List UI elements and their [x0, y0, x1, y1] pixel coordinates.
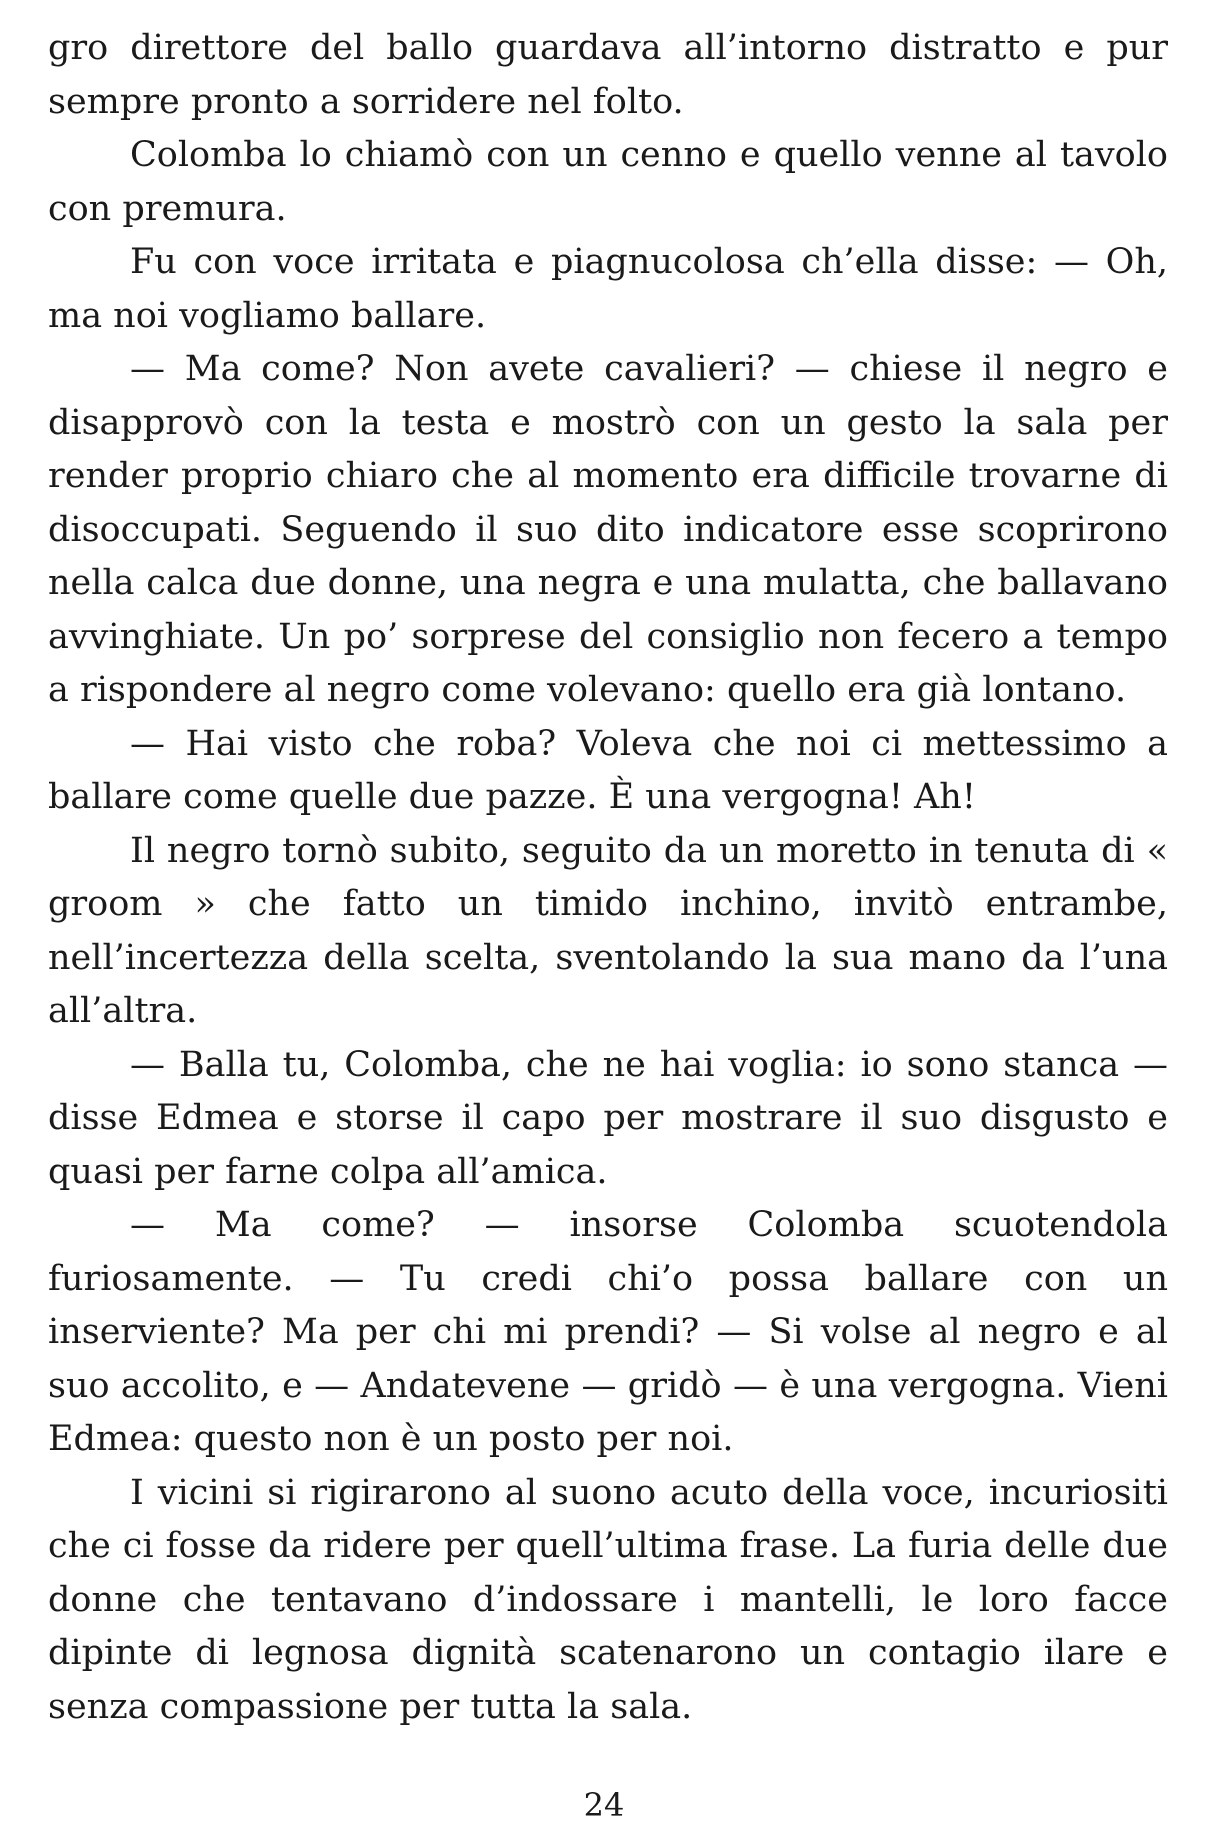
paragraph: — Ma come? Non avete cavalieri? — chiese il negro e disapprovò con la testa e mostrò con un gesto la sala per render proprio chiaro che al momento era difficile trovarne di disoccupati. Seguendo il suo dito indicatore esse scoprirono nella calca due donne, una negra e una mulatta, che ballavano avvinghiate. Un po’ sorprese del consiglio non fecero a tempo a rispondere al negro come volevano: quello era già lontano.	[48, 349, 1168, 710]
paragraph: Colomba lo chiamò con un cenno e quello venne al tavolo con premura.	[48, 135, 1168, 229]
paragraph-continuation: gro direttore del ballo guardava all’intorno distratto e pur sempre pronto a sorridere nel folto.	[48, 28, 1168, 122]
page-number: 24	[583, 1786, 625, 1824]
paragraph: Il negro tornò subito, seguito da un moretto in tenuta di « groom » che fatto un timido inchino, invitò entrambe, nell’incertezza della scelta, sventolando la sua mano da l’una all’altra.	[48, 830, 1168, 1031]
paragraph: — Ma come? — insorse Colomba scuotendola furiosamente. — Tu credi chi’o possa ballare con un inserviente? Ma per chi mi prendi? — Si volse al negro e al suo accolito, e — Andatevene — gridò — è una vergogna. Vieni Edmea: questo non è un posto per noi.	[48, 1205, 1168, 1459]
paragraph: Fu con voce irritata e piagnucolosa ch’ella disse: — Oh, ma noi vogliamo ballare.	[48, 242, 1168, 336]
body-text	[48, 22, 1168, 1734]
paragraph: — Hai visto che roba? Voleva che noi ci mettessimo a ballare come quelle due pazze. È una vergogna! Ah!	[48, 723, 1168, 817]
paragraph: — Balla tu, Colomba, che ne hai voglia: io sono stanca — disse Edmea e storse il capo per mostrare il suo disgusto e quasi per farne colpa all’amica.	[48, 1044, 1168, 1192]
paragraph: I vicini si rigirarono al suono acuto della voce, incuriositi che ci fosse da ridere per quell’ultima frase. La furia delle due donne che tentavano d’indossare i mantelli, le loro facce dipinte di legnosa dignità scatenarono un contagio ilare e senza compassione per tutta la sala.	[48, 1472, 1168, 1727]
